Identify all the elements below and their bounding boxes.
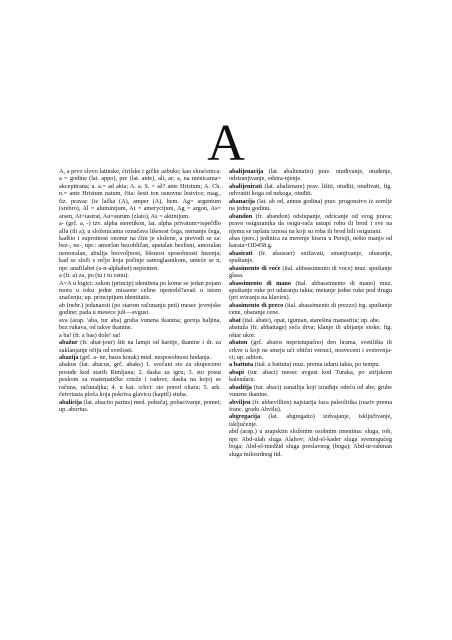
entry-definition: A, a prvo slovo latinske, ćirilske i grčke azbuke; kao skraćenica: a = godine (lat. appo), pre (lat. ante), alt, ar; a, na menicama= akceptirana; a. a.= ad akta; A. a. S. = až? ante Hristum; A. Ch. n.= ante Hristum natum, čita: šesti ton osnovne lestvice; mag., fiz. pravac (iz lačka (A), amper (A), hem. Ag= argentum (srebro), Al = aluminijum, At = amerycijum, Ag = argon, As= arsen, At=iastrat, Au=aurum (zlato), As = aktinijum.	[59, 168, 221, 220]
dictionary-entry	[59, 317, 221, 332]
entry-definition: (lat. abgregatio) izdvajanje, isključivanje, isključenje.	[229, 413, 392, 428]
dictionary-entry	[229, 384, 392, 399]
dictionary-entry	[229, 317, 392, 324]
entry-definition: (lat. abactio partus) med. pobačaj, pobacivanje, pomet; up. abortus.	[59, 398, 221, 413]
entry-headword: abviljen	[229, 398, 251, 406]
entry-definition: a (fr. a) za, po (tu i tu cenu).	[59, 272, 129, 280]
dictionary-entry	[59, 354, 221, 361]
entry-definition: (tur. abaci) zanatlija koji izrađuje odeću od abe; grube vunene tkanine.	[229, 383, 392, 399]
dictionary-entry	[59, 168, 221, 220]
entry-headword: abasimento di voće	[229, 264, 281, 272]
dictionary-entry	[229, 235, 392, 250]
entry-headword: abasimento di preco	[229, 301, 284, 309]
entry-definition: (lat. ab od, annus godina) prav. progonstvo iz zemlje na jednu godinu.	[229, 197, 392, 213]
entry-definition: (fr. abandon) odstupanje, odricanje od svog prava; pravo osiguranika da osigu-račа ustupi robu ili brod i sve na njemu se isplatu iznosa na koji su roba ili brod bili osigurani.	[229, 212, 392, 235]
dictionary-entry	[229, 213, 392, 235]
entry-headword: abgregacija	[229, 413, 261, 421]
dictionary-entry	[229, 324, 392, 339]
entry-headword: abat	[229, 316, 241, 324]
entry-definition: (ital. abassimento di prezzo) trg. spuštanje cene, obaranje cene.	[229, 301, 392, 317]
dictionary-entry	[59, 280, 221, 302]
dictionary-entry	[229, 198, 392, 213]
dictionary-entry	[229, 302, 392, 317]
entry-headword: abasirati	[229, 249, 253, 257]
entry-definition: (fr. abat-jour) štit na lampi od hartije, tkanine i dr. za zaklanjanje očiju od svetlosti.	[59, 339, 221, 354]
dictionary-entry	[59, 399, 221, 414]
dictionary-entry	[229, 428, 392, 458]
entry-headword: abalicija	[59, 398, 82, 406]
dictionary-entry	[59, 272, 221, 279]
dictionary-entry	[59, 302, 221, 317]
entry-definition: ab (nebr.) jedanaesti (po starom računanju peti) mesec jevrejske godine; pada u mesece juli—avgust.	[59, 301, 221, 317]
dictionary-entry	[229, 250, 392, 265]
entry-headword: abadžija	[229, 383, 252, 391]
dictionary-entry	[229, 361, 392, 368]
entry-definition: (fr. abaisser) snižavati, smanjivanje, obaranje, spuštanje.	[229, 249, 392, 265]
left-column	[59, 168, 221, 413]
entry-definition: a ba! (fr. a bas) dole! ua!	[59, 331, 121, 339]
dictionary-entry	[59, 332, 221, 339]
entry-headword: abazija	[59, 353, 79, 361]
entry-headword: abaton	[229, 339, 248, 347]
entry-definition: abd (arap.) u arapskim složenim osobnim imenima: sluga, rob, npr. Abd-ulah sluga Alahov; Abd-el-kader sluga svemogućeg boga; Abd-el-medžid sluga preslavnog (boga); Abd-ur-rahman sluga milosrdnog itd.	[229, 428, 392, 458]
entry-headword: abapi	[229, 368, 244, 376]
dictionary-entry	[229, 183, 392, 198]
entry-headword: abandon	[229, 212, 253, 220]
entry-definition: (fr. abbevillien) najstarija faza paleolitika (naziv prema franc. gradu Abvilu).	[229, 398, 392, 413]
entry-definition: ava (arap. 'aba, tur aba) gruba vunena tkanina; gornja haljina, bez rukava, od takve tkanine.	[59, 316, 221, 332]
right-column	[229, 168, 392, 458]
entry-headword: a battuta	[229, 361, 254, 369]
entry-definition: (ital. abbassimento di voce) muz. spuštanje glasa.	[229, 264, 392, 280]
entry-definition: a- (grč. a, -) tzv. alpha steretikon, lat. alpha privatum=ispečđlo alfa (ili a); u složenicama označava lišenost čega, nemanje čega, kadšto i suprotnost onome na čim je složene, a prevodi se sa: bez-, ne-, npr.: amorfan bezobličan, apetalan bezlisni, amoralan nemoralan, abulija bezvoljnost, lišenost sposobnosti hteenja; kad se složi s rečju koja počinje samoglasnikom, umeće se n, npr. anafilabet (a-n-alphabet) nepismen.	[59, 220, 221, 272]
entry-definition: abas (pers.) jedinica za merenje bisera u Persiji, nešto manjo od karata=OD458 g.	[229, 234, 392, 250]
entry-definition: (ital. abbassimento di mano) muz. spuštanje ruke pri udaranju takta; metanje jedne ruke pod drugu (pri sviranju na klaviru).	[229, 279, 392, 302]
entry-definition: (ital. a battuta) muz. prema udaru takta, po tempu.	[253, 361, 381, 369]
dictionary-entry	[229, 339, 392, 361]
entry-definition: A=A u logici: zakon (princip) identiteta po kome se jedan pojam mora u toku jedne misaone celine upotrebl?avati u istom značenju; up. principijum identitatis.	[59, 279, 221, 302]
entry-definition: (lat. abalienare) prav. lišiti, otuđiti, otuđivati, fig. odvratiti koga od nekoga, otuđiti.	[229, 182, 392, 198]
dictionary-entry	[59, 339, 221, 354]
section-letter: A	[207, 115, 245, 172]
entry-definition: (tur. abaci) mesec avgust kod Turaka, po sirijskom kalendaru.	[229, 368, 392, 384]
dictionary-entry	[229, 168, 392, 183]
dictionary-entry	[59, 361, 221, 398]
dictionary-entry	[229, 399, 392, 414]
entry-definition: abakus (lat. abacus, grč. abaks) 1. svečani sto za skupoceno posuđe kod starih Rimljana; 2. daska za igru; 3. sto posut peskom za matematičke crteže i radove, daska na kojoj se računa, računaljka; 4. u kat. crkvi: sto pored oltara; 5. ark. četvrtasta ploča koja pokriva glavicu (kapitl) stuba.	[59, 361, 221, 399]
dictionary-entry	[229, 265, 392, 280]
entry-headword: abanacija	[229, 197, 256, 205]
entry-definition: (lat. abalienatio) prav. otuđivanje, otuđenje, odstranjivanje, odstra-njenje.	[229, 168, 392, 183]
entry-headword: abalijenirati	[229, 182, 262, 190]
entry-headword: abažur	[59, 339, 78, 347]
entry-definition: (grč. a- ne, basis korak) med. nesposobnost hodanja.	[78, 353, 212, 361]
dictionary-entry	[229, 280, 392, 302]
entry-definition: abatuža (fr. abbattage) seča drva; klanje ili ubijanje stoke; fig. oštar ukor.	[229, 324, 392, 339]
entry-headword: abaliјenacija	[229, 168, 264, 175]
dictionary-entry	[229, 413, 392, 428]
entry-headword: abassimento di mano	[229, 279, 292, 287]
dictionary-entry	[59, 220, 221, 272]
entry-definition: (ital. abate), opat, iguman, starešina manastira; up. abe.	[240, 316, 381, 324]
entry-definition: (grč. abatos nepristupačno) deo hrama, svetilišta ili crkve u koji ne smeju ući obični vernici, nosveceni i svetovnja-ci; up. adiion.	[229, 339, 392, 361]
dictionary-entry	[229, 369, 392, 384]
